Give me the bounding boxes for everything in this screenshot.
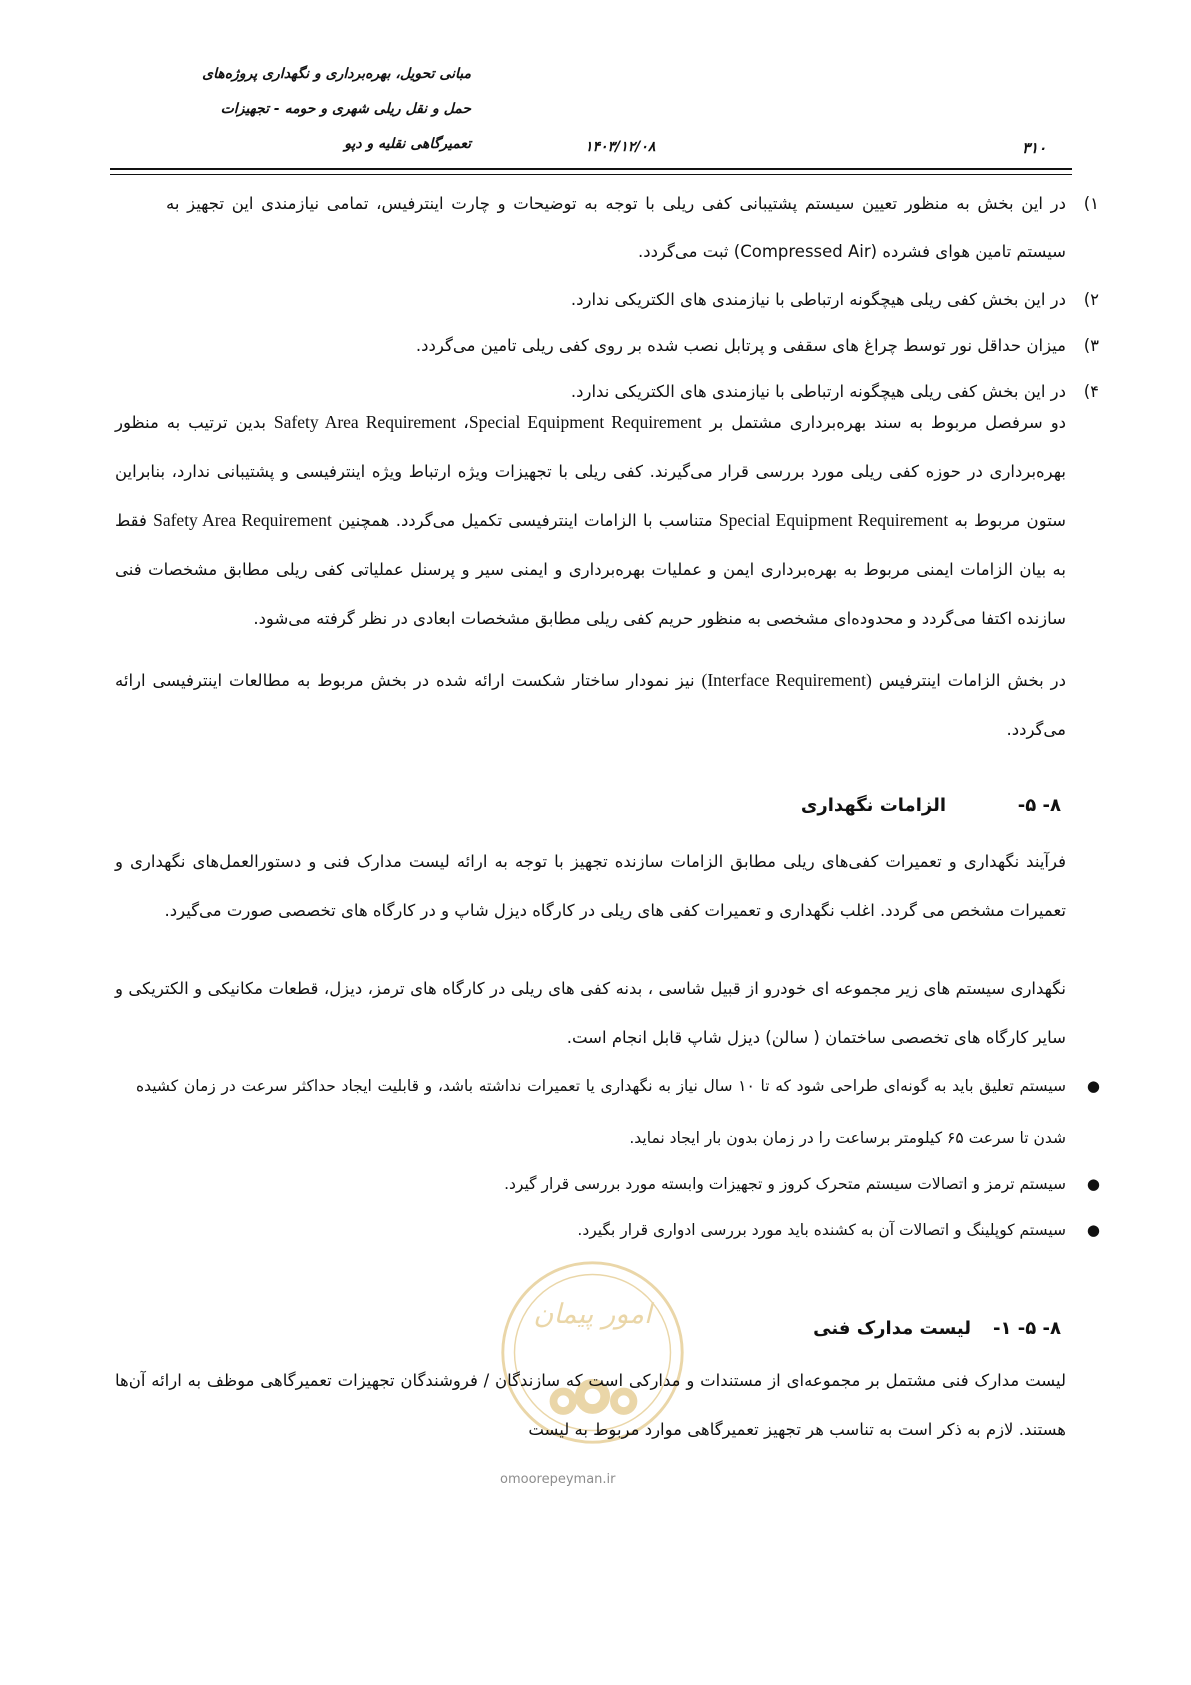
list-item-text: در این بخش به منظور تعیین سیستم پشتیبانی کفی ریلی با توجه به توضیحات و چارت اینترفیس، تمامی نیازمندی این تجهیز به سیستم تامین هوای فشرده (Compressed Air) ثبت می‌گردد. (166, 194, 1066, 261)
header-title-line3: تعمیرگاهی نقلیه و دپو (344, 136, 471, 152)
bullet-text: سیستم کوپلینگ و اتصالات آن به کشنده باید مورد بررسی ادواری قرار بگیرد. (577, 1221, 1066, 1239)
list-item-text: در این بخش کفی ریلی هیچگونه ارتباطی با نیازمندی های الکتریکی ندارد. (570, 382, 1066, 401)
subsection-heading-title: لیست مدارک فنی (813, 1318, 971, 1339)
para1-english-2: Special Equipment Requirement (718, 510, 949, 530)
bullet-item (136, 1160, 1100, 1208)
bullet-text: سیستم تعلیق باید به گونه‌ای طراحی شود که تا ۱۰ سال نیاز به نگهداری یا تعمیرات نداشته باشد، و قابلیت ایجاد حداکثر سرعت در زمان کشیده شدن تا سرعت ۶۵ کیلومتر برساعت را در زمان بدون بار ایجاد نماید. (136, 1077, 1066, 1147)
header-rule-thin (110, 174, 1072, 175)
watermark-logo-text: امور پیمان (533, 1299, 652, 1331)
section-heading-number: ۸- ۵- (1017, 795, 1061, 816)
para1-text-2: بدین ترتیب به منظور بهره‌برداری در حوزه کفی ریلی مورد بررسی قرار می‌گیرند. کفی ریلی با تجهیزات ویژه ارتباط ویژه اینترفیسی و پشتیبانی ندارد، بنابراین ستون مربوط به (115, 413, 1066, 530)
subsection-heading-number: ۸- ۵- ۱- (993, 1318, 1061, 1339)
page-number: ۳۱۰ (1022, 139, 1047, 157)
bullet-text: سیستم ترمز و اتصالات سیستم متحرک کروز و تجهیزات وابسته مورد بررسی قرار گیرد. (504, 1175, 1066, 1193)
bullet-item (136, 1060, 1100, 1164)
bullet-item (136, 1206, 1100, 1254)
header-title-line1: مبانی تحویل، بهره‌برداری و نگهداری پروژه‌های (202, 66, 471, 82)
para1-english-1: Safety Area Requirement ،Special Equipment Requirement (273, 412, 702, 432)
list-item (166, 180, 1099, 276)
list-item-text: در این بخش کفی ریلی هیچگونه ارتباطی با نیازمندی های الکتریکی ندارد. (570, 290, 1066, 309)
paragraph-technical-documents: لیست مدارک فنی مشتمل بر مجموعه‌ای از مستندات و مدارکی است که سازندگان / فروشندگان تجهیزات تعمیرگاهی موظف به ارائه آن‌ها هستند. لازم به ذکر است به تناسب هر تجهیز تعمیرگاهی موارد مربوط به لیست (115, 1371, 1066, 1439)
paragraph-operation-headings (115, 398, 1066, 643)
list-item-number: ۳) (1083, 336, 1099, 355)
para2-text-2: نیز نمودار ساختار شکست ارائه شده در بخش مربوط به مطالعات اینترفیسی ارائه می‌گردد. (115, 671, 1066, 739)
para2-english-1: (Interface Requirement) (701, 670, 872, 690)
para1-text-3: متناسب با الزامات اینترفیسی تکمیل می‌گردد. همچنین (331, 511, 719, 530)
section-heading-title: الزامات نگهداری (800, 795, 946, 816)
list-item-text: میزان حداقل نور توسط چراغ های سقفی و پرتابل نصب شده بر روی کفی ریلی تامین می‌گردد. (415, 336, 1066, 355)
para1-english-3: Safety Area Requirement (153, 510, 332, 530)
watermark-url: omoorepeyman.ir (500, 1472, 616, 1487)
paragraph-maintenance-systems: نگهداری سیستم های زیر مجموعه ای خودرو از قبیل شاسی ، بدنه کفی های ریلی در کارگاه های ترمز، دیزل، قطعات مکانیکی و الکتریکی و سایر کارگاه های تخصصی ساختمان ( سالن) دیزل شاپ قابل انجام است. (115, 979, 1066, 1047)
header-date: ۱۴۰۳/۱۲/۰۸ (585, 139, 656, 155)
list-item (166, 322, 1099, 370)
bullet-icon: ● (1086, 1175, 1100, 1193)
paragraph-maintenance-process: فرآیند نگهداری و تعمیرات کفی‌های ریلی مطابق الزامات سازنده تجهیز با توجه به ارائه لیست مدارک فنی و دستورالعمل‌های نگهداری و تعمیرات مشخص می گردد. اغلب نگهداری و تعمیرات کفی های ریلی در کارگاه دیزل شاپ و در کارگاه های تخصصی صورت می‌گیرد. (115, 852, 1066, 920)
list-item-number: ۴) (1083, 382, 1099, 401)
header-rule-thick (110, 168, 1072, 170)
list-item (166, 276, 1099, 324)
paragraph-interface (115, 656, 1066, 754)
para1-text-4: فقط به بیان الزامات ایمنی مربوط به بهره‌برداری ایمن و عملیات بهره‌برداری و ایمنی سیر و پرسنل عملیاتی کفی ریلی مطابق مشخصات فنی سازنده اکتفا می‌گردد و محدوده‌ای مشخصی به منظور حریم کفی ریلی مطابق مشخصات ابعادی در نظر گرفته می‌شود. (115, 511, 1066, 628)
para2-text-1: در بخش الزامات اینترفیس (871, 671, 1066, 690)
header-title-line2: حمل و نقل ریلی شهری و حومه - تجهیزات (220, 101, 471, 117)
list-item-number: ۱) (1083, 194, 1099, 213)
list-item-number: ۲) (1083, 290, 1099, 309)
para1-text-1: دو سرفصل مربوط به سند بهره‌برداری مشتمل بر (701, 413, 1067, 432)
bullet-icon: ● (1086, 1221, 1100, 1239)
bullet-icon: ● (1086, 1077, 1100, 1095)
